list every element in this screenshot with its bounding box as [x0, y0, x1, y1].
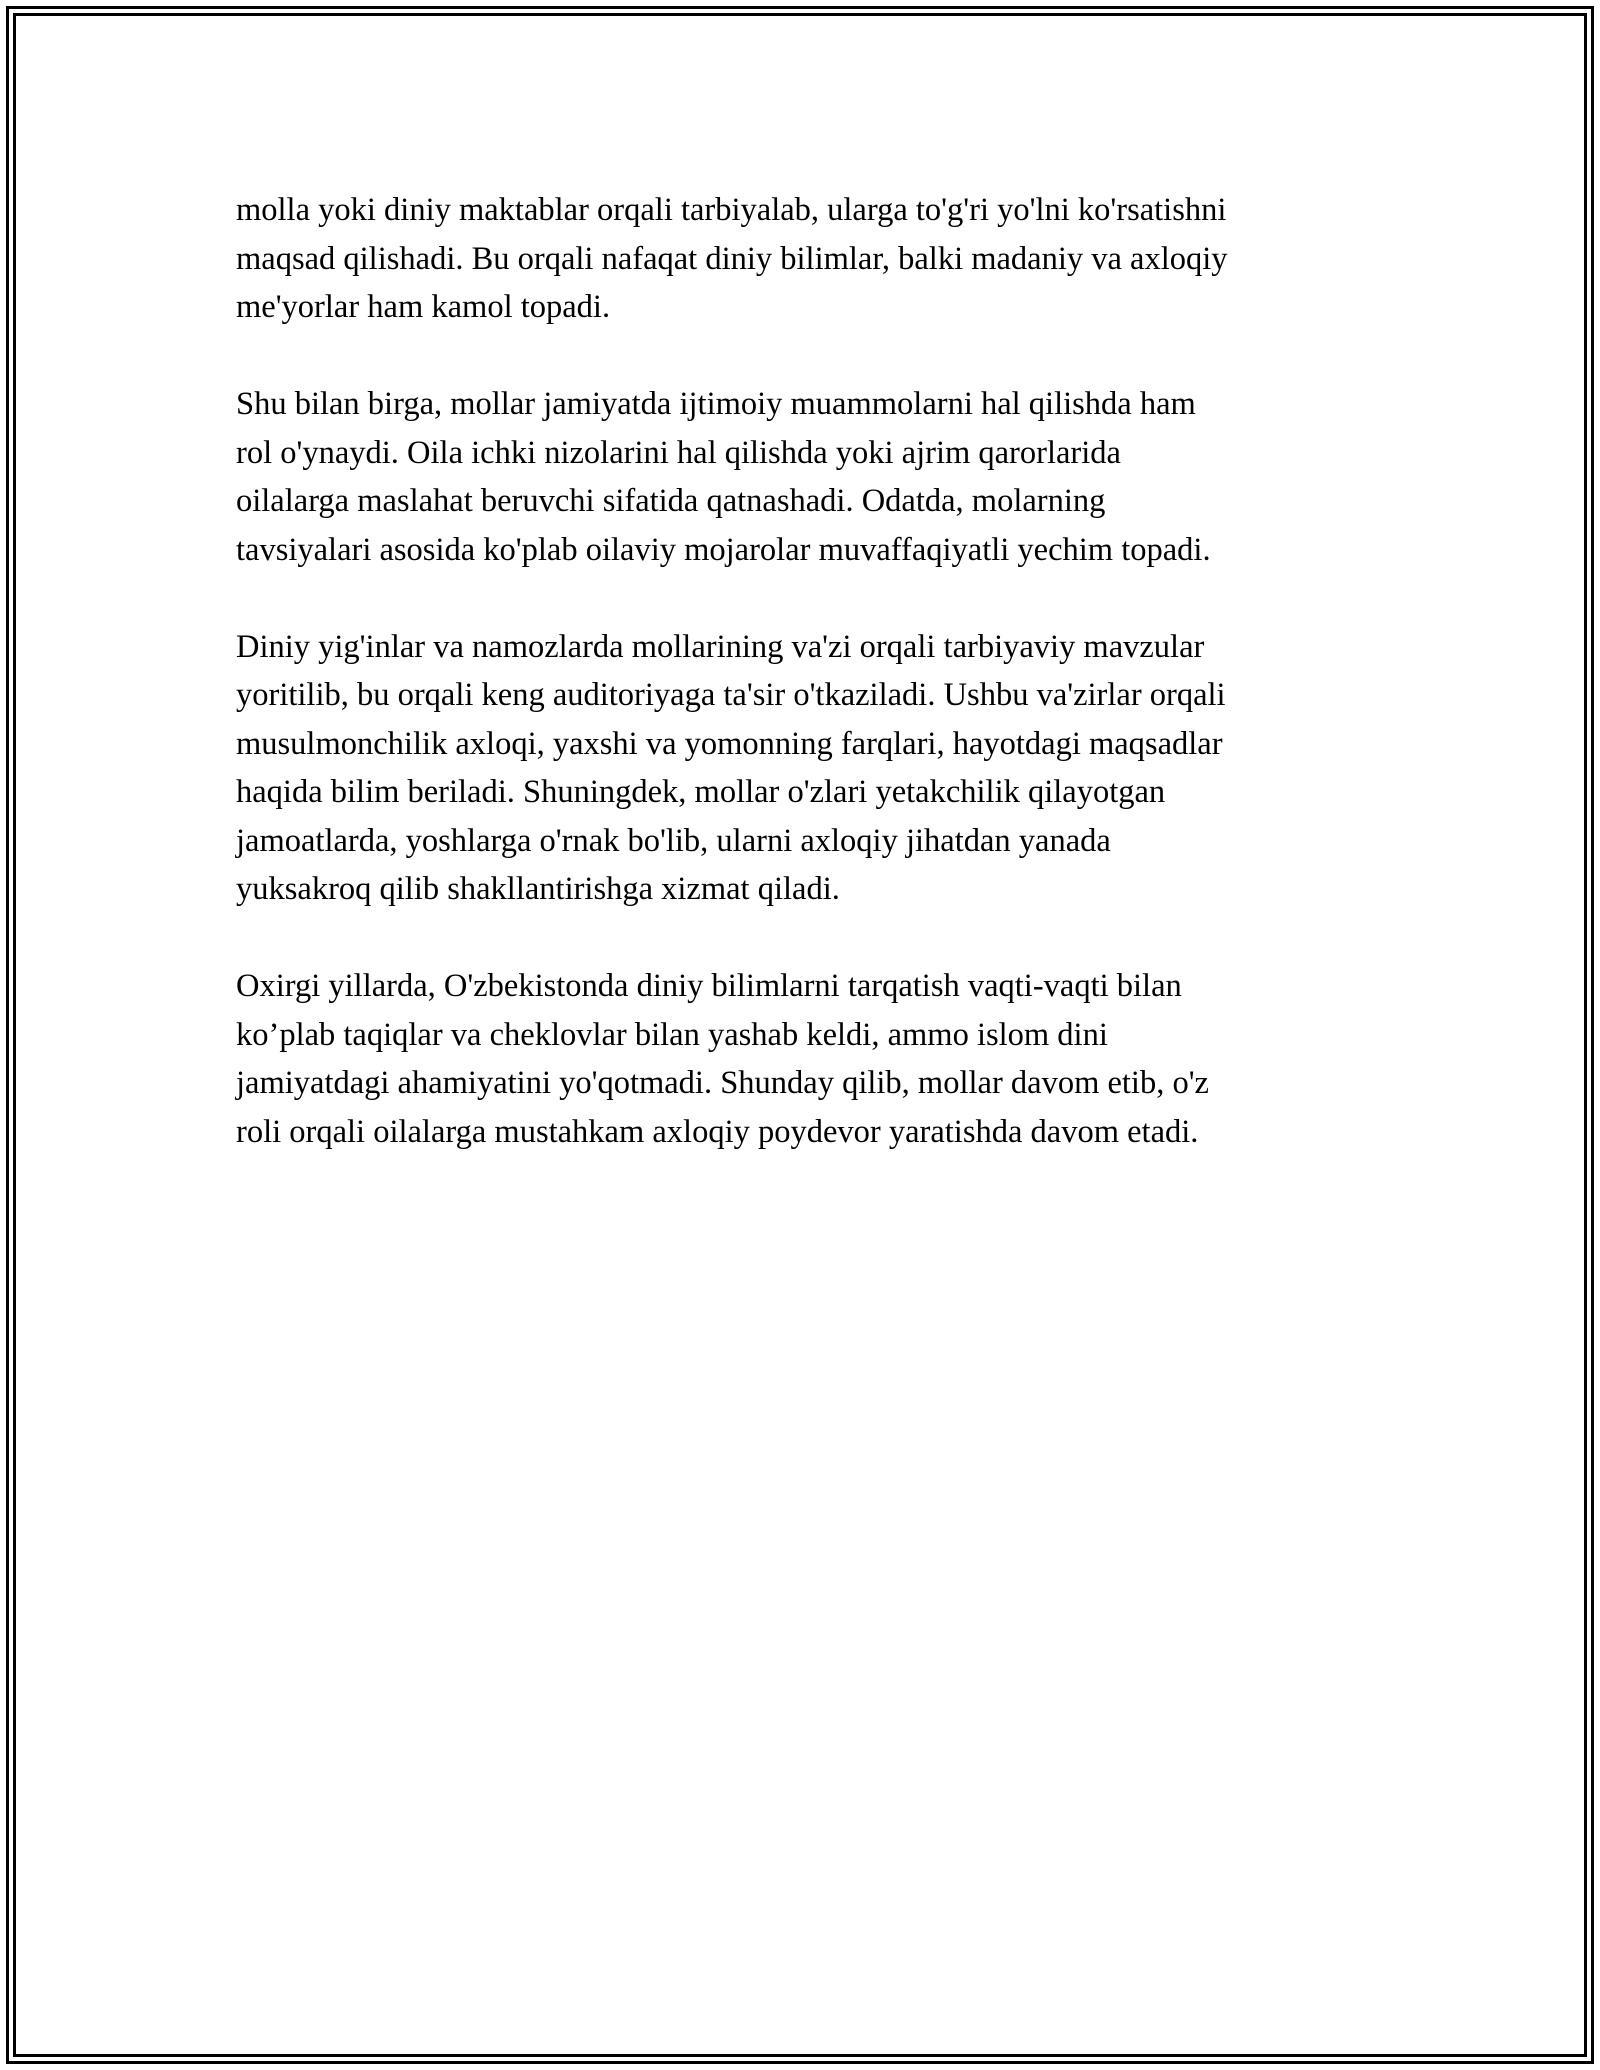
paragraph-2 — [236, 380, 1366, 574]
text-line: yuksakroq qilib shakllantirishga xizmat qiladi. — [236, 871, 840, 907]
paragraph-3 — [236, 623, 1366, 914]
text-line: Diniy yig'inlar va namozlarda mollarining va'zi orqali tarbiyaviy mavzular — [236, 628, 1205, 665]
text-line: yoritilib, bu orqali keng auditoriyaga ta'sir o'tkaziladi. Ushbu va'zirlar orqali — [236, 677, 1226, 713]
paragraph-4 — [236, 962, 1366, 1156]
text-line: molla yoki diniy maktablar orqali tarbiyalab, ularga to'g'ri yo'lni ko'rsatishni — [236, 192, 1227, 228]
text-line: tavsiyalari asosida ko'plab oilaviy mojarolar muvaffaqiyatli yechim topadi. — [236, 531, 1211, 568]
text-line: jamoatlarda, yoshlarga o'rnak bo'lib, ularni axloqiy jihatdan yanada — [236, 822, 1111, 859]
text-line: oilalarga maslahat beruvchi sifatida qatnashadi. Odatda, molarning — [236, 483, 1106, 519]
document-body — [236, 186, 1366, 1205]
text-line: musulmonchilik axloqi, yaxshi va yomonning farqlari, hayotdagi maqsadlar — [236, 725, 1223, 762]
paragraph-1 — [236, 186, 1366, 332]
text-line: Shu bilan birga, mollar jamiyatda ijtimoiy muammolarni hal qilishda ham — [236, 386, 1196, 422]
text-line: maqsad qilishadi. Bu orqali nafaqat diniy bilimlar, balki madaniy va axloqiy — [236, 240, 1228, 277]
text-line: haqida bilim beriladi. Shuningdek, mollar o'zlari yetakchilik qilayotgan — [236, 774, 1166, 810]
text-line: me'yorlar ham kamol topadi. — [236, 289, 611, 325]
text-line: Oxirgi yillarda, O'zbekistonda diniy bilimlarni tarqatish vaqti-vaqti bilan — [236, 968, 1182, 1004]
text-line: jamiyatdagi ahamiyatini yo'qotmadi. Shunday qilib, mollar davom etib, o'z — [236, 1065, 1209, 1101]
text-line: ko’plab taqiqlar va cheklovlar bilan yashab keldi, ammo islom dini — [236, 1016, 1108, 1053]
text-line: rol o'ynaydi. Oila ichki nizolarini hal qilishda yoki ajrim qarorlarida — [236, 434, 1121, 471]
text-line: roli orqali oilalarga mustahkam axloqiy poydevor yaratishda davom etadi. — [236, 1113, 1199, 1150]
